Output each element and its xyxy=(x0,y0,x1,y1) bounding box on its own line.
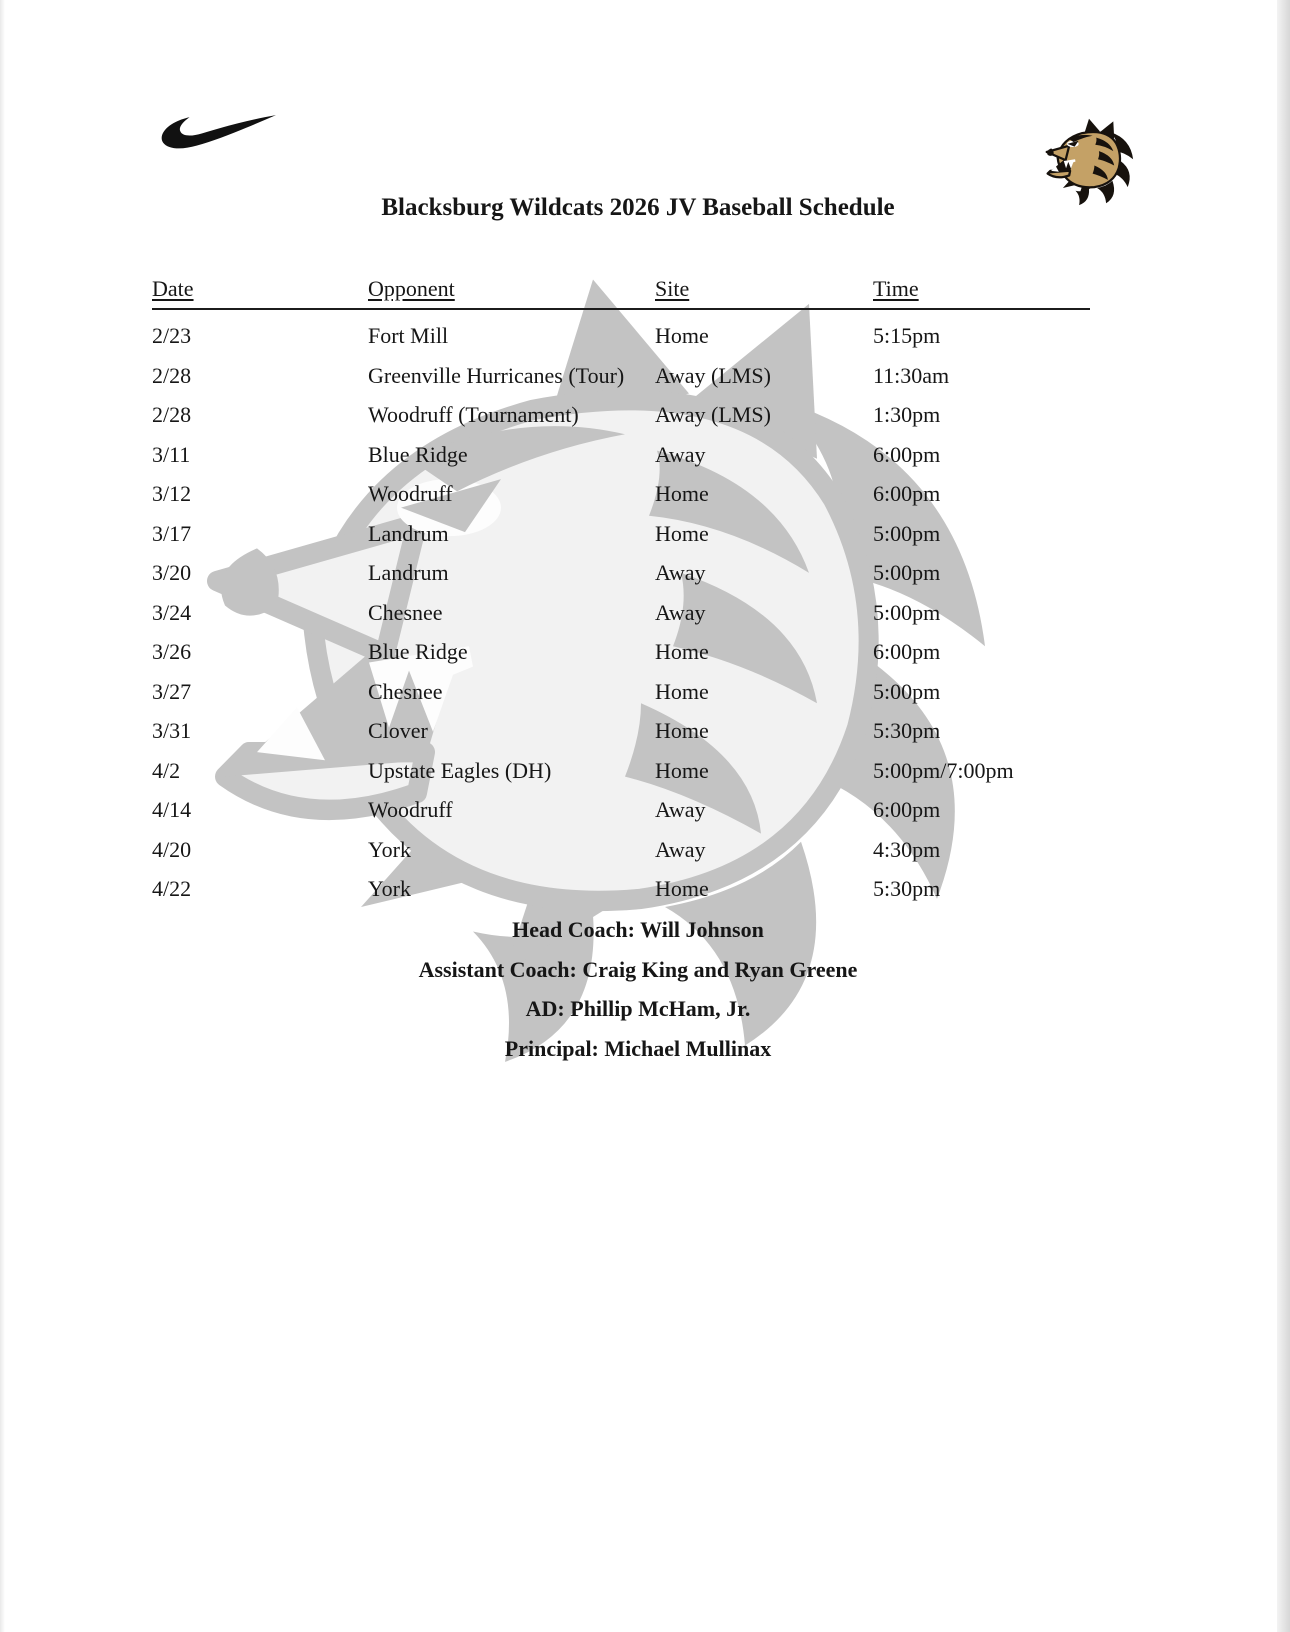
table-cell: Away xyxy=(655,560,706,585)
staff-info-line: Head Coach: Will Johnson xyxy=(512,917,764,942)
table-cell: Away xyxy=(655,441,706,467)
table-cell: Blue Ridge xyxy=(368,441,468,467)
staff-info-line: Assistant Coach: Craig King and Ryan Greene xyxy=(418,956,858,982)
table-row xyxy=(152,395,1090,435)
table-cell: 5:00pm xyxy=(873,560,941,585)
table-cell: Landrum xyxy=(368,520,449,546)
table-cell: 3/24 xyxy=(152,599,192,625)
table-cell: 5:30pm xyxy=(873,876,941,901)
table-cell: 4/14 xyxy=(152,797,192,822)
table-cell: 6:00pm xyxy=(873,441,941,467)
table-cell: 6:00pm xyxy=(873,797,941,822)
scan-edge-left xyxy=(0,0,5,1632)
table-cell: Blue Ridge xyxy=(368,639,468,664)
staff-info-line: AD: Phillip McHam, Jr. xyxy=(525,996,751,1022)
column-header: Opponent xyxy=(368,276,455,301)
table-row xyxy=(152,435,1090,475)
table-cell: 3/11 xyxy=(152,441,191,467)
nike-swoosh-icon xyxy=(158,112,280,160)
table-row xyxy=(152,869,1090,909)
table-cell: 5:30pm xyxy=(873,718,941,743)
table-cell: York xyxy=(368,876,412,901)
table-row xyxy=(152,553,1090,593)
table-cell: 4/22 xyxy=(152,876,192,901)
table-cell: 3/12 xyxy=(152,481,192,506)
table-row xyxy=(152,751,1090,791)
table-cell: 2/23 xyxy=(152,323,192,348)
table-cell: Fort Mill xyxy=(368,323,449,348)
table-cell: Home xyxy=(655,757,709,783)
table-cell: 5:00pm xyxy=(873,599,941,625)
table-cell: 5:00pm/7:00pm xyxy=(873,757,1014,783)
scan-edge-right xyxy=(1277,0,1290,1632)
table-cell: 3/31 xyxy=(152,718,192,743)
staff-info-line: Principal: Michael Mullinax xyxy=(504,1036,772,1062)
table-cell: Home xyxy=(655,678,709,704)
table-cell: 3/26 xyxy=(152,639,192,664)
table-cell: 3/17 xyxy=(152,520,192,546)
table-row xyxy=(152,711,1090,751)
table-cell: 2/28 xyxy=(152,402,192,427)
table-row xyxy=(152,356,1090,396)
table-cell: 6:00pm xyxy=(873,639,941,664)
table-row xyxy=(152,514,1090,554)
table-cell: 3/20 xyxy=(152,560,192,585)
table-header-row xyxy=(152,276,1090,310)
table-cell: Home xyxy=(655,520,709,546)
table-cell: Upstate Eagles (DH) xyxy=(368,757,552,783)
table-cell: 6:00pm xyxy=(873,481,941,506)
table-cell: 4/2 xyxy=(152,757,181,783)
table-row xyxy=(152,632,1090,672)
schedule-table-body xyxy=(152,316,1090,909)
table-cell: Away (LMS) xyxy=(655,362,771,388)
table-cell: 1:30pm xyxy=(873,402,941,427)
table-cell: York xyxy=(368,836,412,862)
table-cell: 5:00pm xyxy=(873,678,941,704)
table-cell: 3/27 xyxy=(152,678,192,704)
page-title: Blacksburg Wildcats 2026 JV Baseball Schedule xyxy=(381,194,895,221)
table-cell: Away (LMS) xyxy=(655,402,771,427)
wildcat-logo-icon xyxy=(1044,116,1134,206)
column-header: Site xyxy=(655,276,690,301)
schedule-table xyxy=(152,276,1090,909)
table-cell: 4:30pm xyxy=(873,836,941,862)
table-cell: Home xyxy=(655,323,709,348)
table-cell: Away xyxy=(655,836,706,862)
table-row xyxy=(152,474,1090,514)
table-cell: Clover xyxy=(368,718,428,743)
table-cell: Home xyxy=(655,876,709,901)
table-cell: Chesnee xyxy=(368,678,443,704)
staff-info xyxy=(0,910,1276,1069)
table-cell: 11:30am xyxy=(873,362,950,388)
table-row xyxy=(152,830,1090,870)
table-row xyxy=(152,672,1090,712)
table-cell: 2/28 xyxy=(152,362,192,388)
table-cell: 5:15pm xyxy=(873,323,941,348)
column-header: Time xyxy=(873,276,919,301)
table-cell: Chesnee xyxy=(368,599,443,625)
table-cell: 4/20 xyxy=(152,836,192,862)
table-cell: Greenville Hurricanes (Tour) xyxy=(368,362,625,388)
table-row xyxy=(152,316,1090,356)
table-cell: Away xyxy=(655,599,706,625)
table-cell: Woodruff (Tournament) xyxy=(368,402,579,427)
table-cell: Woodruff xyxy=(368,797,453,822)
table-cell: Home xyxy=(655,481,709,506)
table-cell: 5:00pm xyxy=(873,520,941,546)
table-cell: Away xyxy=(655,797,706,822)
table-cell: Woodruff xyxy=(368,481,453,506)
column-header: Date xyxy=(152,276,194,301)
table-row xyxy=(152,593,1090,633)
table-cell: Home xyxy=(655,639,709,664)
table-cell: Landrum xyxy=(368,560,449,585)
table-cell: Home xyxy=(655,718,709,743)
table-row xyxy=(152,790,1090,830)
